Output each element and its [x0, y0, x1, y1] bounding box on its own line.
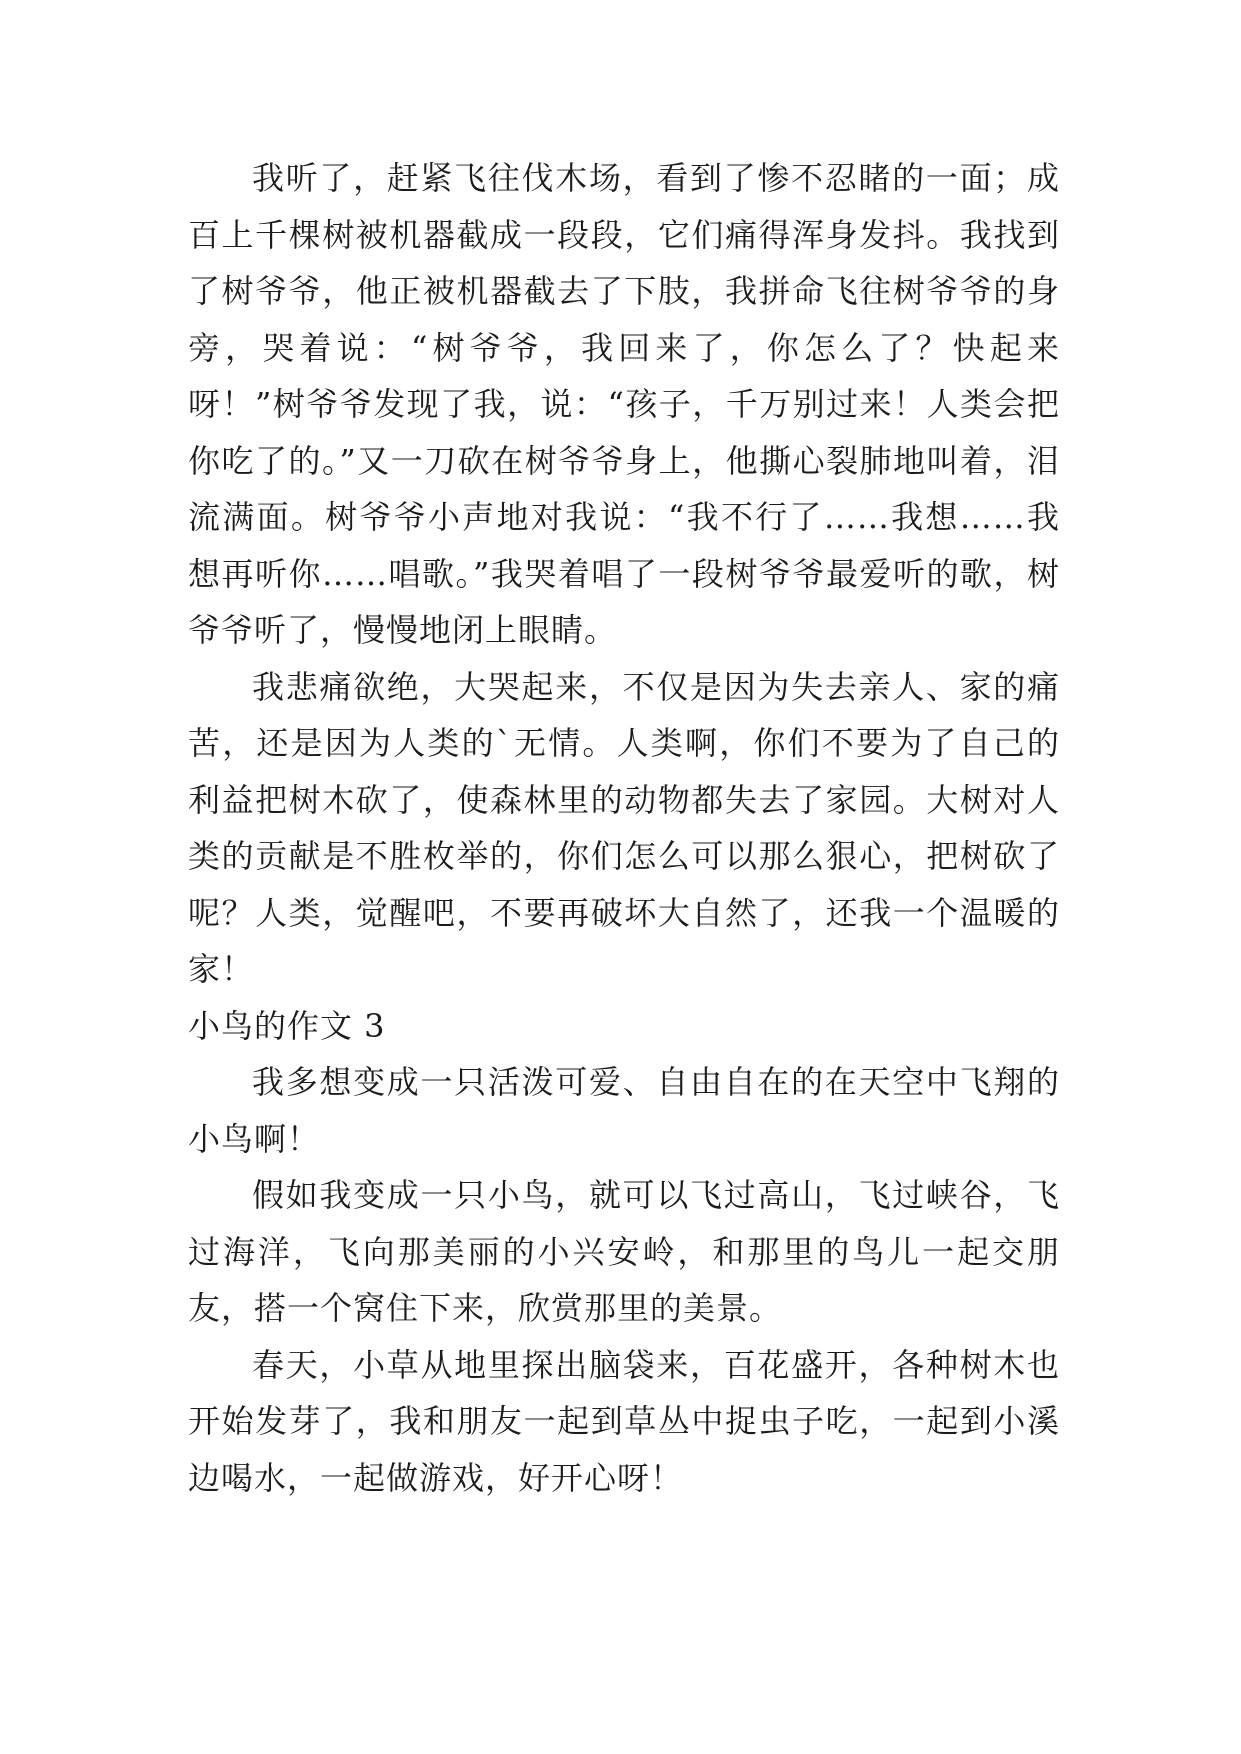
paragraph-if-bird: 假如我变成一只小鸟，就可以飞过高山，飞过峡谷，飞过海洋，飞向那美丽的小兴安岭，和那里的鸟儿一起交朋友，搭一个窝住下来，欣赏那里的美景。	[188, 1176, 1060, 1327]
essay-heading: 小鸟的作文 3	[188, 1006, 386, 1045]
paragraph-grief: 我悲痛欲绝，大哭起来，不仅是因为失去亲人、家的痛苦，还是因为人类的`无情。人类啊，你们不要为了自己的利益把树木砍了，使森林里的动物都失去了家园。大树对人类的贡献是不胜枚举的，你们怎么可以那么狠心，把树砍了呢？人类，觉醒吧，不要再破坏大自然了，还我一个温暖的家！	[188, 667, 1060, 988]
paragraph-tree-grandpa: 我听了，赶紧飞往伐木场，看到了惨不忍睹的一面；成百上千棵树被机器截成一段段，它们痛得浑身发抖。我找到了树爷爷，他正被机器截去了下肢，我拼命飞往树爷爷的身旁，哭着说：“树爷爷，我回来了，你怎么了？快起来呀！”树爷爷发现了我，说：“孩子，千万别过来！人类会把你吃了的。”又一刀砍在树爷爷身上，他撕心裂肺地叫着，泪流满面。树爷爷小声地对我说：“我不行了……我想……我想再听你……唱歌。”我哭着唱了一段树爷爷最爱听的歌，树爷爷听了，慢慢地闭上眼睛。	[188, 159, 1060, 649]
document-body	[188, 150, 1060, 1506]
paragraph-wish: 我多想变成一只活泼可爱、自由自在的在天空中飞翔的小鸟啊！	[188, 1063, 1060, 1158]
paragraph-spring: 春天，小草从地里探出脑袋来，百花盛开，各种树木也开始发芽了，我和朋友一起到草丛中捉虫子吃，一起到小溪边喝水，一起做游戏，好开心呀！	[188, 1345, 1060, 1497]
